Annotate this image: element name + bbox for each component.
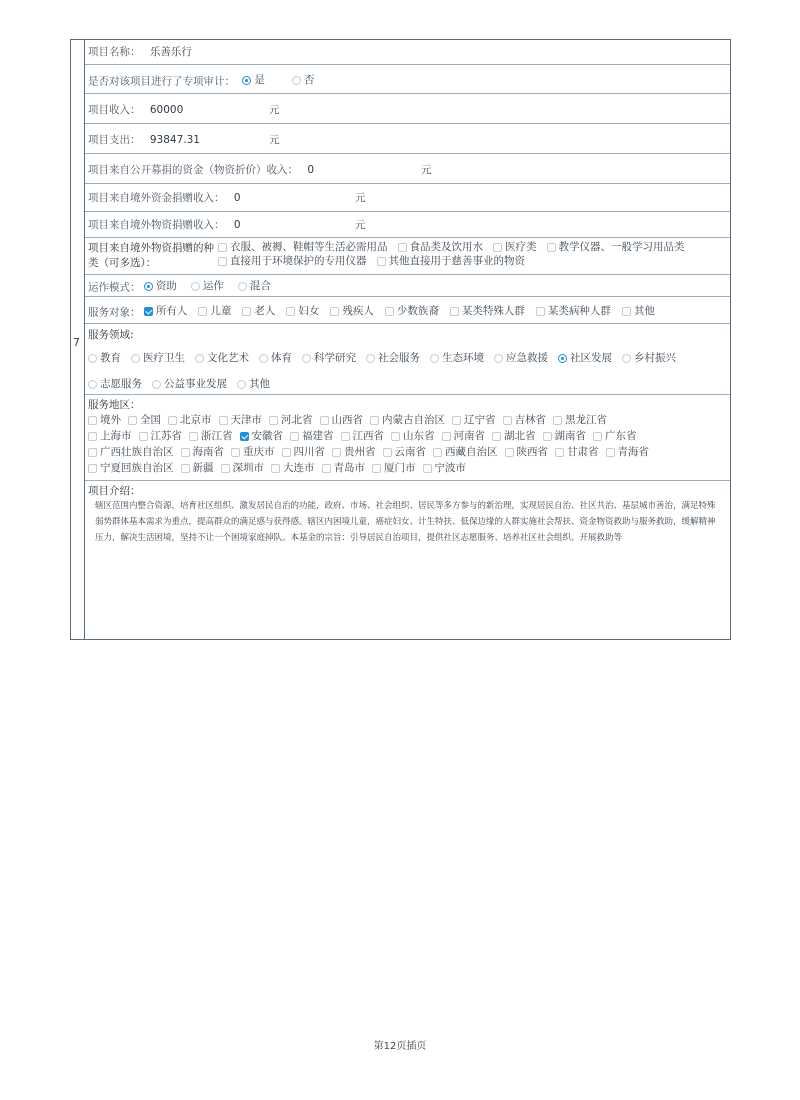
option-label: 其他直接用于慈善事业的物资 bbox=[388, 255, 525, 267]
service-region-option[interactable] bbox=[88, 461, 174, 475]
foreign-cash-row bbox=[85, 184, 730, 212]
service-region-option[interactable] bbox=[189, 429, 233, 443]
service-region-option[interactable] bbox=[492, 429, 536, 443]
public-fund-unit: 元 bbox=[421, 164, 432, 176]
option-label: 混合 bbox=[249, 280, 271, 292]
checkbox-icon[interactable] bbox=[240, 432, 249, 441]
checkbox-icon[interactable] bbox=[290, 432, 299, 441]
checkbox-icon[interactable] bbox=[218, 243, 227, 252]
service-region-option[interactable] bbox=[231, 445, 275, 459]
option-label: 安徽省 bbox=[251, 430, 283, 442]
option-label: 社会服务 bbox=[378, 352, 420, 364]
checkbox-icon[interactable] bbox=[322, 464, 331, 473]
checkbox-icon[interactable] bbox=[372, 464, 381, 473]
service-region-option[interactable] bbox=[320, 413, 364, 427]
radio-button-icon[interactable] bbox=[292, 76, 301, 85]
option-label: 残疾人 bbox=[342, 305, 374, 317]
option-label: 江西省 bbox=[352, 430, 384, 442]
service-region-option[interactable] bbox=[240, 429, 284, 443]
service-field-option[interactable] bbox=[195, 351, 249, 365]
option-label: 重庆市 bbox=[243, 446, 275, 458]
audit-option[interactable] bbox=[292, 73, 315, 87]
income-value: 60000 bbox=[149, 104, 184, 116]
service-region-option[interactable] bbox=[271, 461, 315, 475]
service-field-option[interactable] bbox=[302, 351, 356, 365]
checkbox-icon[interactable] bbox=[189, 432, 198, 441]
operation-mode-option[interactable] bbox=[238, 279, 271, 293]
service-region-option[interactable] bbox=[139, 429, 183, 443]
option-label: 儿童 bbox=[210, 305, 232, 317]
expense-label: 项目支出： bbox=[88, 134, 141, 146]
option-label: 山东省 bbox=[403, 430, 435, 442]
radio-button-icon[interactable] bbox=[152, 380, 161, 389]
radio-button-icon[interactable] bbox=[366, 354, 375, 363]
option-label: 教学仪器、一般学习用品类 bbox=[558, 241, 685, 253]
service-field-option[interactable] bbox=[622, 351, 676, 365]
option-label: 教育 bbox=[100, 352, 121, 364]
option-label: 运作 bbox=[202, 280, 224, 292]
option-label: 境外 bbox=[100, 414, 121, 426]
service-target-option[interactable] bbox=[330, 304, 374, 318]
option-label: 西藏自治区 bbox=[445, 446, 498, 458]
service-region-option[interactable] bbox=[505, 445, 549, 459]
option-label: 浙江省 bbox=[201, 430, 233, 442]
public-fund-value: 0 bbox=[307, 164, 315, 176]
option-label: 其他 bbox=[249, 378, 270, 390]
option-label: 河南省 bbox=[453, 430, 485, 442]
checkbox-icon[interactable] bbox=[423, 464, 432, 473]
project-name-value: 乐善乐行 bbox=[149, 46, 192, 58]
operation-mode-row bbox=[85, 275, 730, 297]
option-label: 江苏省 bbox=[150, 430, 182, 442]
checkbox-icon[interactable] bbox=[320, 416, 329, 425]
checkbox-icon[interactable] bbox=[88, 464, 97, 473]
option-label: 云南省 bbox=[394, 446, 426, 458]
option-label: 深圳市 bbox=[232, 462, 264, 474]
service-region-option[interactable] bbox=[269, 413, 313, 427]
checkbox-icon[interactable] bbox=[377, 257, 386, 266]
service-region-option[interactable] bbox=[593, 429, 637, 443]
option-label: 生态环境 bbox=[442, 352, 484, 364]
service-region-label: 服务地区： bbox=[88, 399, 141, 411]
checkbox-icon[interactable] bbox=[450, 307, 459, 316]
radio-button-icon[interactable] bbox=[191, 282, 200, 291]
checkbox-icon[interactable] bbox=[221, 464, 230, 473]
checkbox-icon[interactable] bbox=[242, 307, 251, 316]
option-label: 否 bbox=[303, 74, 315, 86]
intro-text: 辖区范围内整合资源，培育社区组织、激发居民自治的功能，政府、市场、社会组织、居民等多方参与的新治理，实现居民自治、社区共治、基层城市善治，满足特殊弱势群体基本需求为重点，提高群众的满足感与获得感。辖区内困境儿童，癌症妇女、计生特扶、低保边缘的人群实施社会帮扶、资金物资救助与服务救助，缓解精神压力，解决生活困境，坚持不让一个困境家庭掉队。本基金的宗旨：引导居民自治项目，提供社区志愿服务、培养社区社会组织、开展救助等 bbox=[95, 501, 716, 543]
option-label: 是 bbox=[254, 74, 265, 86]
option-label: 青岛市 bbox=[333, 462, 365, 474]
service-field-option[interactable] bbox=[494, 351, 548, 365]
checkbox-icon[interactable] bbox=[144, 307, 153, 316]
checkbox-icon[interactable] bbox=[503, 416, 512, 425]
service-region-option[interactable] bbox=[181, 445, 225, 459]
service-region-option[interactable] bbox=[391, 429, 435, 443]
service-region-option[interactable] bbox=[543, 429, 587, 443]
option-label: 山西省 bbox=[331, 414, 363, 426]
service-field-option[interactable] bbox=[152, 377, 227, 391]
service-region-option[interactable] bbox=[372, 461, 416, 475]
checkbox-icon[interactable] bbox=[286, 307, 295, 316]
income-label: 项目收入： bbox=[88, 104, 141, 116]
option-label: 湖南省 bbox=[554, 430, 586, 442]
checkbox-icon[interactable] bbox=[181, 448, 190, 457]
checkbox-icon[interactable] bbox=[269, 416, 278, 425]
service-target-option[interactable] bbox=[144, 304, 188, 318]
service-field-row bbox=[85, 324, 730, 395]
service-target-option[interactable] bbox=[536, 304, 611, 318]
option-label: 某类病种人群 bbox=[547, 305, 611, 317]
option-label: 内蒙古自治区 bbox=[382, 414, 445, 426]
goods-type-option[interactable] bbox=[493, 240, 537, 254]
foreign-goods-label: 项目来自境外物资捐赠收入： bbox=[88, 219, 225, 231]
option-label: 宁夏回族自治区 bbox=[100, 462, 174, 474]
checkbox-icon[interactable] bbox=[332, 448, 341, 457]
option-label: 宁波市 bbox=[434, 462, 466, 474]
checkbox-icon[interactable] bbox=[536, 307, 545, 316]
foreign-cash-value: 0 bbox=[233, 192, 241, 204]
service-field-label: 服务领域: bbox=[88, 329, 134, 341]
service-region-option[interactable] bbox=[88, 445, 174, 459]
radio-button-icon[interactable] bbox=[237, 380, 246, 389]
service-field-option[interactable] bbox=[430, 351, 484, 365]
option-label: 科学研究 bbox=[314, 352, 356, 364]
option-label: 甘肃省 bbox=[567, 446, 599, 458]
option-label: 直接用于环境保护的专用仪器 bbox=[230, 255, 367, 267]
service-region-option[interactable] bbox=[88, 413, 121, 427]
option-label: 河北省 bbox=[281, 414, 313, 426]
service-field-option[interactable] bbox=[237, 377, 270, 391]
radio-button-icon[interactable] bbox=[558, 354, 567, 363]
option-label: 北京市 bbox=[180, 414, 212, 426]
checkbox-icon[interactable] bbox=[219, 416, 228, 425]
option-label: 其他 bbox=[633, 305, 655, 317]
income-row bbox=[85, 94, 730, 124]
foreign-cash-label: 项目来自境外资金捐赠收入： bbox=[88, 192, 225, 204]
service-region-option[interactable] bbox=[555, 445, 599, 459]
service-field-option[interactable] bbox=[88, 351, 121, 365]
checkbox-icon[interactable] bbox=[282, 448, 291, 457]
checkbox-icon[interactable] bbox=[88, 448, 97, 457]
option-label: 某类特殊人群 bbox=[461, 305, 525, 317]
option-label: 上海市 bbox=[100, 430, 132, 442]
checkbox-icon[interactable] bbox=[553, 416, 562, 425]
option-label: 天津市 bbox=[230, 414, 262, 426]
service-region-option[interactable] bbox=[442, 429, 486, 443]
checkbox-icon[interactable] bbox=[398, 243, 407, 252]
radio-button-icon[interactable] bbox=[302, 354, 311, 363]
option-label: 广西壮族自治区 bbox=[100, 446, 174, 458]
service-target-option[interactable] bbox=[385, 304, 439, 318]
service-region-option[interactable] bbox=[383, 445, 427, 459]
option-label: 陕西省 bbox=[516, 446, 548, 458]
checkbox-icon[interactable] bbox=[622, 307, 631, 316]
audit-row bbox=[85, 65, 730, 94]
checkbox-icon[interactable] bbox=[168, 416, 177, 425]
option-label: 妇女 bbox=[298, 305, 320, 317]
service-region-option[interactable] bbox=[553, 413, 607, 427]
option-label: 贵州省 bbox=[344, 446, 376, 458]
option-label: 乡村振兴 bbox=[634, 352, 676, 364]
radio-button-icon[interactable] bbox=[242, 76, 251, 85]
checkbox-icon[interactable] bbox=[383, 448, 392, 457]
option-label: 所有人 bbox=[155, 305, 188, 317]
income-unit: 元 bbox=[269, 104, 280, 116]
service-region-row bbox=[85, 395, 730, 481]
audit-label: 是否对该项目进行了专项审计： bbox=[88, 75, 235, 88]
radio-button-icon[interactable] bbox=[494, 354, 503, 363]
service-region-option[interactable] bbox=[181, 461, 214, 475]
option-label: 文化艺术 bbox=[207, 352, 249, 364]
page-footer: 第12页插页 bbox=[373, 1041, 427, 1052]
option-label: 辽宁省 bbox=[464, 414, 496, 426]
expense-unit: 元 bbox=[269, 134, 280, 146]
operation-mode-label: 运作模式： bbox=[88, 281, 141, 294]
checkbox-icon[interactable] bbox=[385, 307, 394, 316]
service-field-option[interactable] bbox=[88, 377, 142, 391]
service-field-option[interactable] bbox=[131, 351, 185, 365]
option-label: 老人 bbox=[254, 305, 276, 317]
option-label: 医疗卫生 bbox=[143, 352, 185, 364]
project-form bbox=[70, 39, 731, 640]
service-region-option[interactable] bbox=[423, 461, 467, 475]
service-field-option[interactable] bbox=[259, 351, 292, 365]
checkbox-icon[interactable] bbox=[493, 243, 502, 252]
checkbox-icon[interactable] bbox=[341, 432, 350, 441]
checkbox-icon[interactable] bbox=[88, 432, 97, 441]
option-label: 全国 bbox=[140, 414, 161, 426]
option-label: 广东省 bbox=[605, 430, 637, 442]
service-region-option[interactable] bbox=[322, 461, 366, 475]
service-target-row bbox=[85, 297, 730, 324]
service-region-option[interactable] bbox=[341, 429, 385, 443]
radio-button-icon[interactable] bbox=[195, 354, 204, 363]
project-name-row bbox=[85, 40, 730, 65]
option-label: 大连市 bbox=[283, 462, 315, 474]
checkbox-icon[interactable] bbox=[606, 448, 615, 457]
service-region-option[interactable] bbox=[168, 413, 212, 427]
foreign-cash-unit: 元 bbox=[355, 192, 366, 204]
option-label: 医疗类 bbox=[505, 241, 537, 253]
service-region-option[interactable] bbox=[88, 429, 132, 443]
intro-label: 项目介绍： bbox=[88, 485, 141, 497]
goods-type-option[interactable] bbox=[218, 240, 388, 254]
option-label: 衣服、被褥、鞋帽等生活必需用品 bbox=[230, 241, 388, 253]
option-label: 吉林省 bbox=[514, 414, 546, 426]
radio-button-icon[interactable] bbox=[259, 354, 268, 363]
service-field-option[interactable] bbox=[366, 351, 420, 365]
foreign-goods-row bbox=[85, 212, 730, 238]
foreign-goods-value: 0 bbox=[233, 219, 241, 231]
checkbox-icon[interactable] bbox=[218, 257, 227, 266]
checkbox-icon[interactable] bbox=[452, 416, 461, 425]
radio-button-icon[interactable] bbox=[430, 354, 439, 363]
checkbox-icon[interactable] bbox=[330, 307, 339, 316]
intro-row bbox=[85, 481, 730, 641]
option-label: 黑龙江省 bbox=[565, 414, 607, 426]
option-label: 海南省 bbox=[192, 446, 224, 458]
service-region-option[interactable] bbox=[332, 445, 376, 459]
checkbox-icon[interactable] bbox=[231, 448, 240, 457]
public-fund-label: 项目来自公开募捐的资金（物资折价）收入： bbox=[88, 164, 298, 176]
radio-button-icon[interactable] bbox=[238, 282, 247, 291]
checkbox-icon[interactable] bbox=[547, 243, 556, 252]
service-target-option[interactable] bbox=[242, 304, 275, 318]
service-target-option[interactable] bbox=[286, 304, 319, 318]
option-label: 福建省 bbox=[302, 430, 334, 442]
option-label: 资助 bbox=[155, 280, 177, 292]
audit-option[interactable] bbox=[242, 73, 265, 87]
checkbox-icon[interactable] bbox=[181, 464, 190, 473]
radio-button-icon[interactable] bbox=[144, 282, 153, 291]
goods-type-option[interactable] bbox=[218, 254, 367, 268]
operation-mode-option[interactable] bbox=[144, 279, 177, 293]
service-field-option[interactable] bbox=[558, 351, 612, 365]
option-label: 湖北省 bbox=[504, 430, 536, 442]
checkbox-icon[interactable] bbox=[128, 416, 137, 425]
checkbox-icon[interactable] bbox=[391, 432, 400, 441]
service-region-option[interactable] bbox=[370, 413, 445, 427]
checkbox-icon[interactable] bbox=[593, 432, 602, 441]
checkbox-icon[interactable] bbox=[505, 448, 514, 457]
checkbox-icon[interactable] bbox=[433, 448, 442, 457]
service-target-option[interactable] bbox=[622, 304, 655, 318]
checkbox-icon[interactable] bbox=[88, 416, 97, 425]
checkbox-icon[interactable] bbox=[442, 432, 451, 441]
checkbox-icon[interactable] bbox=[543, 432, 552, 441]
option-label: 厦门市 bbox=[384, 462, 416, 474]
option-label: 新疆 bbox=[192, 462, 214, 474]
option-label: 食品类及饮用水 bbox=[409, 241, 483, 253]
option-label: 少数族裔 bbox=[396, 305, 439, 317]
radio-button-icon[interactable] bbox=[88, 354, 97, 363]
option-label: 体育 bbox=[271, 352, 292, 364]
radio-button-icon[interactable] bbox=[622, 354, 631, 363]
row-number: 7 bbox=[73, 336, 80, 349]
service-target-option[interactable] bbox=[198, 304, 231, 318]
service-region-option[interactable] bbox=[433, 445, 498, 459]
expense-value: 93847.31 bbox=[149, 134, 200, 146]
option-label: 应急救援 bbox=[506, 352, 548, 364]
goods-type-option[interactable] bbox=[377, 254, 526, 268]
operation-mode-option[interactable] bbox=[191, 279, 224, 293]
service-region-option[interactable] bbox=[606, 445, 650, 459]
service-region-option[interactable] bbox=[128, 413, 161, 427]
service-region-option[interactable] bbox=[221, 461, 265, 475]
goods-type-option[interactable] bbox=[547, 240, 685, 254]
option-label: 青海省 bbox=[617, 446, 649, 458]
radio-button-icon[interactable] bbox=[88, 380, 97, 389]
foreign-goods-type-label-2: 类（可多选）： bbox=[88, 257, 157, 269]
foreign-goods-type-row bbox=[85, 238, 730, 275]
option-label: 志愿服务 bbox=[100, 378, 142, 390]
service-region-option[interactable] bbox=[503, 413, 547, 427]
service-region-option[interactable] bbox=[282, 445, 326, 459]
foreign-goods-type-label-1: 项目来自境外物资捐赠的种 bbox=[88, 242, 214, 254]
checkbox-icon[interactable] bbox=[198, 307, 207, 316]
service-target-option[interactable] bbox=[450, 304, 525, 318]
service-target-label: 服务对象： bbox=[88, 306, 141, 319]
service-region-option[interactable] bbox=[290, 429, 334, 443]
radio-button-icon[interactable] bbox=[131, 354, 140, 363]
option-label: 社区发展 bbox=[570, 352, 612, 364]
checkbox-icon[interactable] bbox=[271, 464, 280, 473]
checkbox-icon[interactable] bbox=[370, 416, 379, 425]
expense-row bbox=[85, 124, 730, 154]
foreign-goods-unit: 元 bbox=[355, 219, 366, 231]
option-label: 公益事业发展 bbox=[164, 378, 227, 390]
checkbox-icon[interactable] bbox=[555, 448, 564, 457]
service-region-option[interactable] bbox=[219, 413, 263, 427]
goods-type-option[interactable] bbox=[398, 240, 484, 254]
checkbox-icon[interactable] bbox=[139, 432, 148, 441]
service-region-option[interactable] bbox=[452, 413, 496, 427]
option-label: 四川省 bbox=[293, 446, 325, 458]
checkbox-icon[interactable] bbox=[492, 432, 501, 441]
public-fund-row bbox=[85, 154, 730, 184]
project-name-label: 项目名称： bbox=[88, 46, 141, 58]
